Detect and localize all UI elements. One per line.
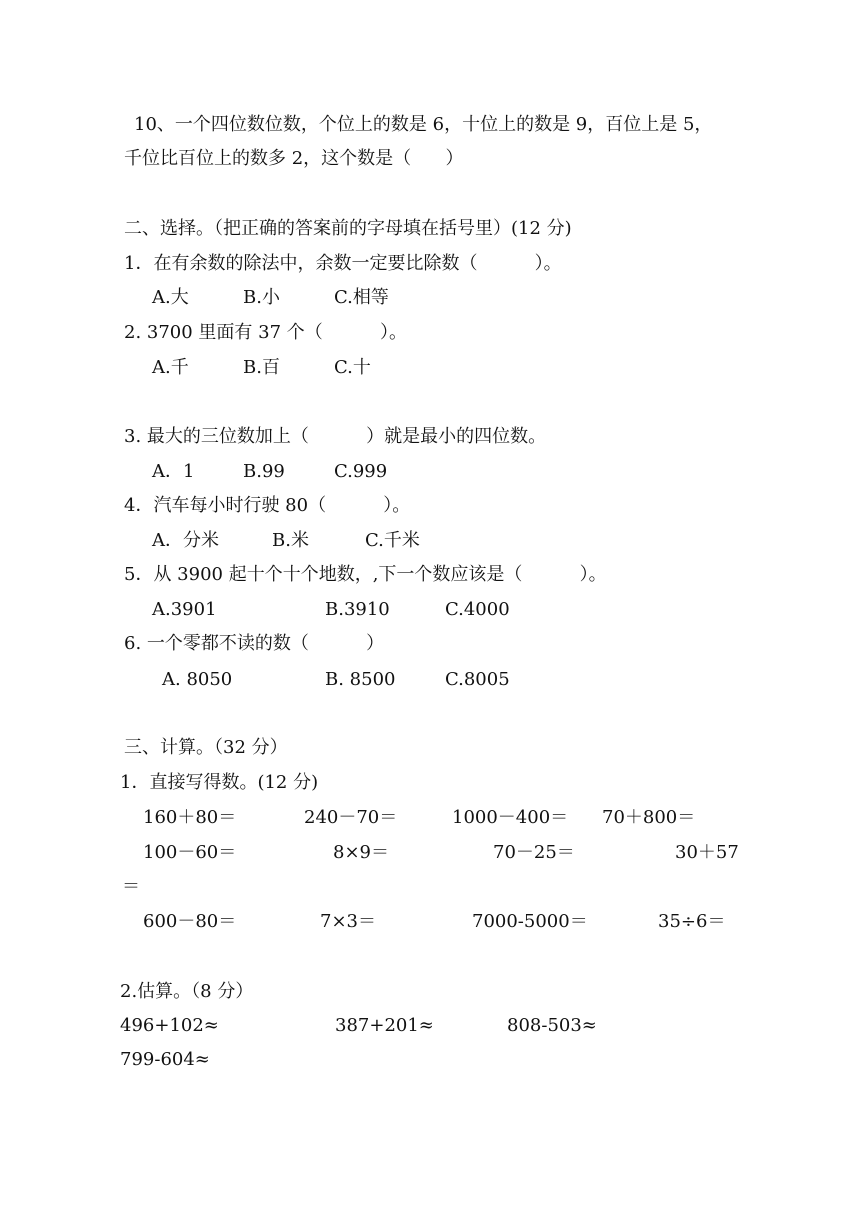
- section-3-title: 三、计算。（32 分）: [124, 737, 288, 758]
- choice-question-3: 3. 最大的三位数加上（ ）就是最小的四位数。: [124, 426, 547, 447]
- mental-math-item: 30＋57: [675, 842, 739, 863]
- choice-3-option-a: A．1: [152, 461, 195, 482]
- mental-math-item: 160＋80＝: [143, 807, 237, 828]
- mental-math-item: 7×3＝: [320, 911, 376, 932]
- choice-1-option-b: B.小: [243, 287, 280, 308]
- choice-3-option-c: C.999: [334, 461, 388, 482]
- mental-math-item: 600－80＝: [143, 911, 237, 932]
- choice-question-2: 2. 3700 里面有 37 个（ ）。: [124, 322, 407, 343]
- mental-math-item: 35÷6＝: [658, 911, 726, 932]
- mental-math-item: 8×9＝: [333, 842, 389, 863]
- question-10-line-2: 千位比百位上的数多 2，这个数是（ ）: [124, 148, 464, 169]
- mental-math-item: 70－25＝: [493, 842, 575, 863]
- choice-2-option-b: B.百: [243, 357, 280, 378]
- estimation-item: 808-503≈: [507, 1015, 597, 1036]
- mental-math-item: 70＋800＝: [602, 807, 696, 828]
- choice-1-option-a: A.大: [152, 287, 189, 308]
- choice-5-option-c: C.4000: [445, 599, 510, 620]
- mental-math-item: 7000-5000＝: [472, 911, 588, 932]
- choice-question-4: 4．汽车每小时行驶 80（ ）。: [124, 495, 411, 516]
- mental-math-wrap-equals: ＝: [122, 876, 140, 897]
- choice-6-option-b: B. 8500: [325, 669, 396, 690]
- mental-math-item: 240－70＝: [304, 807, 398, 828]
- choice-5-option-a: A.3901: [152, 599, 217, 620]
- mental-math-item: 100－60＝: [143, 842, 237, 863]
- mental-math-title: 1．直接写得数。(12 分): [120, 772, 319, 793]
- question-10-line-1: 10、一个四位数位数，个位上的数是 6，十位上的数是 9，百位上是 5，: [134, 114, 713, 135]
- choice-1-option-c: C.相等: [334, 287, 389, 308]
- choice-4-option-a: A．分米: [152, 530, 219, 551]
- choice-6-option-c: C.8005: [445, 669, 510, 690]
- mental-math-item: 1000－400＝: [452, 807, 569, 828]
- estimation-item: 496+102≈: [120, 1015, 219, 1036]
- section-2-title: 二、选择。（把正确的答案前的字母填在括号里）(12 分): [124, 218, 572, 239]
- choice-4-option-b: B.米: [272, 530, 309, 551]
- choice-question-6: 6. 一个零都不读的数（ ）: [124, 633, 385, 654]
- choice-2-option-c: C.十: [334, 357, 371, 378]
- choice-question-1: 1．在有余数的除法中，余数一定要比除数（ ）。: [124, 253, 562, 274]
- choice-question-5: 5．从 3900 起十个十个地数，,下一个数应该是（ ）。: [124, 564, 607, 585]
- choice-2-option-a: A.千: [152, 357, 189, 378]
- estimation-item: 387+201≈: [335, 1015, 434, 1036]
- choice-6-option-a: A. 8050: [162, 669, 233, 690]
- choice-3-option-b: B.99: [243, 461, 285, 482]
- choice-5-option-b: B.3910: [325, 599, 390, 620]
- estimation-item: 799-604≈: [120, 1049, 210, 1070]
- choice-4-option-c: C.千米: [365, 530, 420, 551]
- estimation-title: 2.估算。（8 分）: [120, 981, 254, 1002]
